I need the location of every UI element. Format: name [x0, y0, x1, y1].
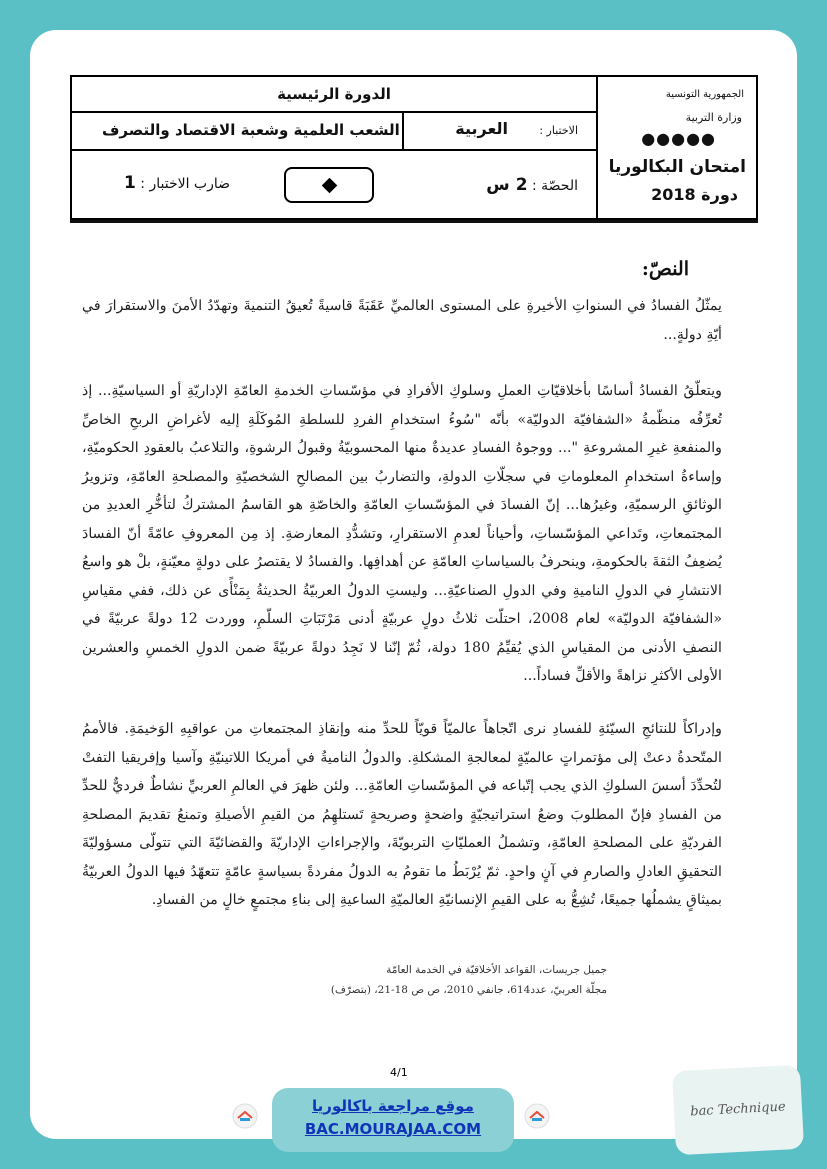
row-divider: [402, 113, 404, 149]
paragraph-2: ويتعلّقُ الفسادُ أساسًا بأخلاقيّاتِ العملِ وسلوكِ الأفرادِ في مؤسّساتِ الخدمةِ العامّةِ الإداريّةِ أو السياسيّةِ... إذ تُعرِّفُه منظّمةُ «الشفافيّة الدوليّة» بأنّه "سُوءُ استخدامِ الفردِ للسلطةِ المُوكَلَةِ إليه لأغراضِ الربحِ الخاصِّ والمنفعةِ غيرِ المشروعةِ "... ووجوهُ الفسادِ عديدةٌ منها المحسوبيّةُ وقبولُ الرشوةِ، والتلاعبُ بالعقودِ الحكوميّةِ، وإساءةُ استخدامِ المعلوماتِ في سجلّاتِ الدولةِ، والتضاربُ بين المصالحِ الشخصيّةِ والمصلحةِ العامّةِ، وتزويرُ الوثائقِ الرسميّةِ، وغيرُها... إنّ الفسادَ في المؤسّساتِ العامّةِ والخاصّةِ هو القاسمُ المشتركُ لتأخُّرِ العديدِ من المجتمعاتِ، وتَداعي المؤسّساتِ، وأحياناً لعدمِ الاستقرارِ، وتشدُّدِ المعارضةِ. إذ مِن المعروفِ عامّةً أنّ الفسادَ يُضعِفُ الثقةَ بالحكومةِ، وينحرفُ بالسياساتِ العامّةِ عن أهدافِها. والفسادُ لا يقتصرُ على دولةٍ معيّنةٍ، بلْ هو واسعُ الانتشارِ في الدولِ الناميةِ وفي الدولِ الصناعيّةِ... وليستِ الدولُ العربيّةُ الحديثةُ بِمَنْأًى عن ذلك، ففي مقياسِ «الشفافيّة الدوليّة» لعام 2008، احتلّت ثلاثُ دولٍ عربيّةٍ أدنى مَرْتَبَاتِ السلّمِ، ووردت 12 دولةً عربيّةً في النصفِ الأدنى من المقياسِ الذي يُقيِّمُ 180 دولة، ثُمّ إنّنا لا نَجِدُ دولةً عربيّةً ضمن الدولِ الخمسِ والعشرين الأولى الأكثرِ نزاهةً والأقلِّ فساداً...: [82, 383, 723, 684]
source-citation: [227, 960, 607, 1000]
exam-title: امتحان البكالوريا: [608, 157, 746, 177]
duration-value: 2 س: [486, 175, 528, 195]
duration-field: [486, 175, 578, 195]
coefficient-field: [124, 173, 230, 193]
subject-label: الاختبار :: [539, 124, 578, 137]
paragraph-3: وإدراكاً للنتائجِ السيّئةِ للفسادِ نرى اتّجاهاً عالميّاً قويّاً للحدِّ منه وإنقاذِ المجتمعاتِ من عواقبِهِ الوَخيمَةِ. فالأممُ المتّحدةُ دعتْ إلى مؤتمراتٍ عالميّةٍ لمعالجةِ المشكلةِ. والدولُ الناميةُ في أمريكا اللاتينيّةِ وآسيا وإفريقيا التفتْ لتُحدِّدَ أسسَ السلوكِ الذي يجب إتّباعه في المؤسّساتِ العامّةِ... ولئن ظهرَ في العالمِ العربيِّ نشاطٌ فرديٌّ للحدِّ من الفسادِ فإنّ المطلوبَ وضعُ استراتيجيّةٍ واضحةٍ وصريحةٍ تَستلهِمُ من القيمِ الأصيلةِ وتمنعُ تقديمَ المصلحةِ الفرديّةِ على المصلحةِ العامّةِ، وتشملُ العمليّاتِ التربويّةَ، والإجراءاتِ الإداريّةَ والقضائيّةَ التي تتولّى مسؤوليّةَ التحقيقِ العادلِ والصارمِ في آنٍ واحدٍ. ثمّ يُرْبَطُ ما تقومُ به الدولُ مفردةً بسياسةٍ عامّةٍ تتعهّدُ فيها الدولُ العربيّةُ بميثاقٍ يشملُها جميعًا، تُشِعُّ به على القيمِ الإنسانيّةِ العالميّةِ الساعيةِ إلى بناءِ مجتمعٍ خالٍ من الفسادِ.: [82, 721, 722, 908]
page-number: 4/1: [390, 1066, 408, 1079]
duration-label: الحصّة :: [531, 178, 578, 194]
republic-label: الجمهورية التونسية: [665, 89, 744, 100]
document-sheet: [30, 30, 797, 1139]
main-session-label: الدورة الرئيسية: [277, 85, 391, 103]
source-line-2: مجلّة العربيّ، عدد614، جانفي 2010، ص ص 18-21، (بتصرّف): [330, 984, 607, 996]
duration-row: [72, 151, 596, 218]
header-rule: [70, 220, 758, 223]
brand-watermark: bac Technique: [672, 1065, 804, 1156]
site-banner[interactable]: [272, 1088, 514, 1152]
branches-label: الشعب العلمية وشعبة الاقتصاد والتصرف: [102, 121, 400, 139]
source-line-1: جميل جريسات، القواعد الأخلاقيّة في الخدمة العامّة: [386, 964, 607, 976]
ministry-label: وزارة التربية: [685, 111, 742, 124]
site-logo-left-icon: [232, 1103, 258, 1129]
text-title: النصّ:: [641, 258, 689, 280]
diamond-icon: [321, 178, 337, 194]
main-session-row: [72, 77, 596, 113]
header-identity-cell: [596, 77, 756, 218]
site-url-link[interactable]: BAC.MOURAJAA.COM: [304, 1120, 482, 1138]
subject-row: [72, 113, 596, 151]
paragraph-1: يمثّلُ الفسادُ في السنواتِ الأخيرةِ على المستوى العالميِّ عَقَبَةً قاسيةً تُعيقُ التنميةَ وتهدّدُ الأمنَ والاستقرارَ في أيّةِ دولةٍ...: [82, 298, 722, 343]
exam-header-table: [70, 75, 758, 220]
subject-value: العربية: [455, 119, 508, 138]
coefficient-label: ضارب الاختبار :: [140, 176, 231, 192]
diamond-box: [284, 167, 374, 203]
session-year: دورة 2018: [651, 185, 738, 204]
site-name-link[interactable]: موقع مراجعة باكالوريا: [312, 1097, 474, 1115]
dots-ornament: ●●●●●: [641, 129, 716, 148]
coefficient-value: 1: [124, 173, 136, 193]
site-logo-right-icon: [524, 1103, 550, 1129]
